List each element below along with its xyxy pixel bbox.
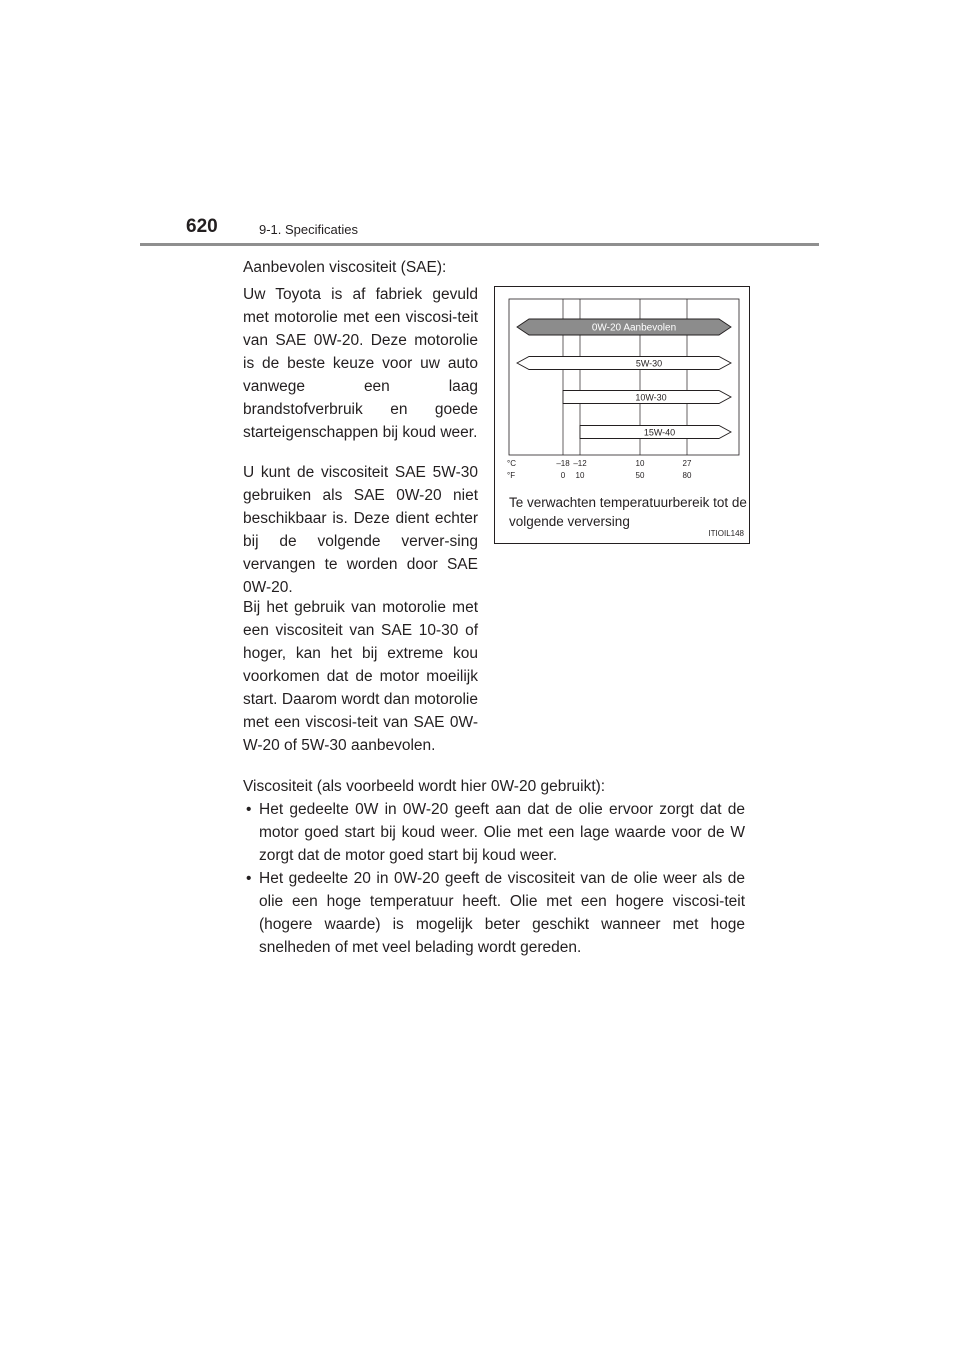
header-divider <box>140 243 819 246</box>
viscosity-arrow <box>517 357 731 370</box>
bullet-hot-rating <box>243 867 745 959</box>
chart-caption: Te verwachten temperatuurbereik tot de volgende verversing <box>509 495 747 529</box>
bullet-text: Het gedeelte 0W in 0W-20 geeft aan dat de olie ervoor zorgt dat de motor goed start bij koud weer. Olie met een lage waarde voor de W zorgt dat de motor goed start bij koud weer. <box>259 801 745 864</box>
celsius-tick-label: 27 <box>682 459 692 468</box>
celsius-tick-label: 10 <box>635 459 645 468</box>
viscosity-grade-label: 5W-30 <box>635 358 663 369</box>
viscosity-grade-label: 10W-30 <box>635 392 667 403</box>
viscosity-heading: Aanbevolen viscositeit (SAE): <box>243 259 447 276</box>
paragraph-factory-oil: Uw Toyota is af fabriek gevuld met motorolie met een viscosi-teit van SAE 0W-20. Deze motorolie is de beste keuze voor uw auto vanwege een laag brandstofverbruik en goede starteigenschappen bij koud weer. <box>243 286 478 441</box>
paragraph-alternative-oil: U kunt de viscositeit SAE 5W-30 gebruiken als SAE 0W-20 niet beschikbaar is. Deze dient echter bij de volgende verver-sing vervangen te worden door SAE 0W-20. <box>243 464 478 596</box>
fahrenheit-tick-label: 50 <box>635 471 645 480</box>
viscosity-grade-label: 15W-40 <box>643 427 676 438</box>
page-number: 620 <box>186 216 218 237</box>
figure-code: ITIOIL148 <box>708 529 744 538</box>
fahrenheit-tick-label: 10 <box>575 471 585 480</box>
bullet-text: Het gedeelte 20 in 0W-20 geeft de viscositeit van de olie weer als de olie een hoge temperatuur heeft. Olie met een hogere viscosi-teit (hogere waarde) is mogelijk beter geschikt wanneer met hoge snelheden of met veel belading wordt gereden. <box>259 870 745 956</box>
bullet-marker: • <box>246 870 252 887</box>
section-title: 9-1. Specificaties <box>259 222 358 237</box>
celsius-tick-label: –18 <box>556 459 570 468</box>
fahrenheit-tick-label: 80 <box>682 471 692 480</box>
bullet-cold-rating <box>243 798 745 867</box>
paragraph-cold-start: Bij het gebruik van motorolie met een viscositeit van SAE 10-30 of hoger, kan het bij extreme kou voorkomen dat de motor moeilijk start. Daarom wordt dan motorolie met een viscosi-teit van SAE 0W-W-20 of 5W-30 aanbevolen. <box>243 599 478 754</box>
fahrenheit-tick-label: 0 <box>560 471 566 480</box>
celsius-tick-label: –12 <box>573 459 587 468</box>
celsius-unit-label: °C <box>507 459 516 468</box>
viscosity-intro: Viscositeit (als voorbeeld wordt hier 0W-20 gebruikt): <box>243 778 606 795</box>
fahrenheit-unit-label: °F <box>507 471 516 480</box>
viscosity-bullet-list <box>243 798 745 959</box>
viscosity-grade-label: 0W-20 Aanbevolen <box>591 322 677 334</box>
viscosity-chart <box>494 286 750 544</box>
bullet-marker: • <box>246 801 252 818</box>
